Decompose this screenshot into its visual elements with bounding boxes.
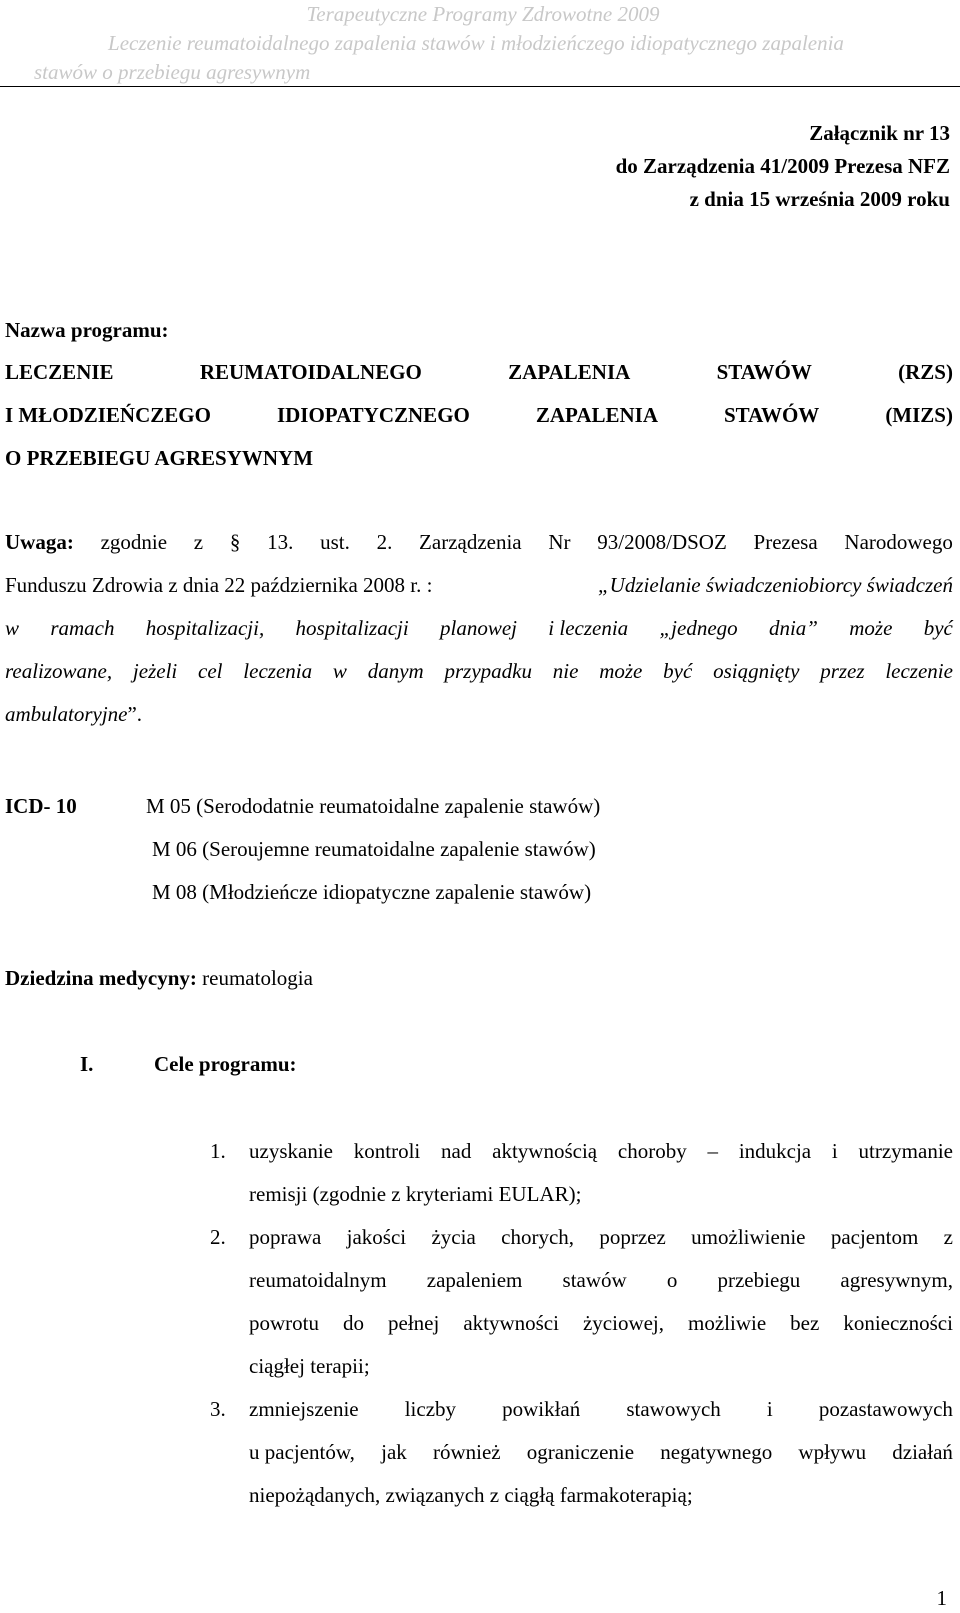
icd-label: ICD- 10	[5, 794, 77, 818]
word: hospitalizacji,	[145, 616, 265, 640]
word: kontroli	[353, 1139, 421, 1163]
word: leczenia	[243, 659, 313, 683]
word: w	[332, 659, 347, 683]
word: –	[707, 1139, 719, 1163]
word: leczenie	[885, 659, 953, 683]
word: choroby	[617, 1139, 687, 1163]
program-name-line	[5, 403, 953, 428]
word: zmniejszenie	[249, 1397, 359, 1421]
running-header-line: stawów o przebiegu agresywnym	[34, 60, 311, 84]
medical-field	[5, 966, 313, 991]
word: (MIZS)	[885, 403, 953, 427]
note-closing: ”.	[127, 702, 143, 726]
medical-field-value: reumatologia	[196, 966, 313, 990]
program-name-label: Nazwa programu:	[5, 318, 169, 342]
word: poprawa	[249, 1225, 322, 1249]
program-name-line: O PRZEBIEGU AGRESYWNYM	[5, 446, 314, 470]
word: przypadku	[444, 659, 532, 683]
note-line	[5, 659, 953, 684]
running-header-line: Leczenie reumatoidalnego zapalenia stawów i młodzieńczego idiopatycznego zapalenia	[108, 31, 844, 55]
word: i leczenia	[548, 616, 629, 640]
word: konieczności	[843, 1311, 953, 1335]
icd-code-item: M 05 (Serododatnie reumatoidalne zapalenie stawów)	[146, 794, 601, 818]
word: umożliwienie	[691, 1225, 806, 1249]
goal-line	[249, 1440, 953, 1465]
word: przebiegu	[717, 1268, 801, 1292]
word: ograniczenie	[526, 1440, 635, 1464]
word: pozastawowych	[818, 1397, 953, 1421]
word: planowej	[440, 616, 517, 640]
word: może	[849, 616, 893, 640]
note-quote-end: ambulatoryjne	[5, 702, 128, 726]
word: być	[923, 616, 953, 640]
word: (RZS)	[898, 360, 953, 384]
word: również	[432, 1440, 501, 1464]
section-sign: §	[229, 530, 241, 554]
word: nie	[552, 659, 579, 683]
note-text: Funduszu Zdrowia z dnia 22 października 2008 r. :	[5, 573, 438, 597]
goal-line: niepożądanych, związanych z ciągłą farmakoterapią;	[249, 1483, 693, 1507]
annex-line: do Zarządzenia 41/2009 Prezesa NFZ	[615, 154, 950, 178]
word: życia	[431, 1225, 476, 1249]
note-line	[5, 573, 953, 598]
word: w	[5, 616, 20, 640]
word: liczby	[404, 1397, 457, 1421]
word: indukcja	[738, 1139, 812, 1163]
word: zapaleniem	[426, 1268, 523, 1292]
word: ust.	[320, 530, 350, 554]
word: STAWÓW	[724, 403, 820, 427]
word: bez	[790, 1311, 820, 1335]
word: u pacjentów,	[249, 1440, 355, 1464]
word: Prezesa	[753, 530, 818, 554]
section-title: Cele programu:	[154, 1052, 297, 1076]
word: ZAPALENIA	[508, 360, 631, 384]
annex-line: Załącznik nr 13	[809, 121, 950, 145]
word: chorych,	[501, 1225, 575, 1249]
word: pełnej	[388, 1311, 440, 1335]
word: STAWÓW	[716, 360, 812, 384]
word: Zarządzenia	[419, 530, 522, 554]
word: być	[663, 659, 693, 683]
word: 93/2008/DSOZ	[597, 530, 727, 554]
word: LECZENIE	[5, 360, 114, 384]
note-line	[5, 530, 953, 555]
word: 2.	[376, 530, 393, 554]
section-number: I.	[80, 1052, 94, 1076]
medical-field-label: Dziedzina medycyny:	[5, 966, 197, 990]
word: IDIOPATYCZNEGO	[276, 403, 470, 427]
word: poprzez	[599, 1225, 666, 1249]
icd-code-item: M 08 (Młodzieńcze idiopatyczne zapalenie stawów)	[152, 880, 592, 904]
goal-line	[249, 1311, 953, 1336]
word: ZAPALENIA	[535, 403, 658, 427]
word: aktywnością	[492, 1139, 598, 1163]
goal-number: 1.	[210, 1139, 226, 1163]
word: stawowych	[626, 1397, 721, 1421]
word: uzyskanie	[249, 1139, 333, 1163]
program-name-line	[5, 360, 953, 385]
word: „jednego	[659, 616, 738, 640]
word: I MŁODZIEŃCZEGO	[5, 403, 211, 427]
word: ramach	[50, 616, 115, 640]
goal-line: ciągłej terapii;	[249, 1354, 370, 1378]
word: o	[666, 1268, 678, 1292]
word: REUMATOIDALNEGO	[199, 360, 422, 384]
word: realizowane,	[5, 659, 113, 683]
word: Narodowego	[844, 530, 953, 554]
note-line	[5, 702, 142, 727]
goal-line	[249, 1139, 953, 1164]
word: dnia”	[768, 616, 818, 640]
word: stawów	[562, 1268, 627, 1292]
word: jak	[381, 1440, 407, 1464]
word: przez	[820, 659, 865, 683]
goal-line: remisji (zgodnie z kryteriami EULAR);	[249, 1182, 582, 1206]
word: nad	[441, 1139, 472, 1163]
word: możliwie	[688, 1311, 767, 1335]
running-header	[0, 0, 960, 87]
word: działań	[892, 1440, 953, 1464]
word: utrzymanie	[858, 1139, 953, 1163]
word: z	[193, 530, 204, 554]
goal-line	[249, 1268, 953, 1293]
word: reumatoidalnym	[249, 1268, 387, 1292]
note-label: Uwaga:	[5, 530, 74, 554]
word: i	[831, 1139, 838, 1163]
word: Nr	[548, 530, 571, 554]
word: powikłań	[502, 1397, 581, 1421]
goal-number: 3.	[210, 1397, 226, 1421]
word: z	[943, 1225, 953, 1249]
running-header-line: Terapeutyczne Programy Zdrowotne 2009	[306, 2, 660, 26]
word: zgodnie	[100, 530, 168, 554]
word: pacjentom	[830, 1225, 919, 1249]
word: może	[599, 659, 643, 683]
header-divider	[0, 86, 960, 87]
word: 13.	[267, 530, 294, 554]
word: agresywnym,	[840, 1268, 953, 1292]
word: danym	[367, 659, 424, 683]
icd-code-item: M 06 (Seroujemne reumatoidalne zapalenie stawów)	[152, 837, 596, 861]
note-quote: „Udzielanie świadczeniobiorcy świadczeń	[597, 573, 953, 597]
word: życiowej,	[582, 1311, 665, 1335]
word: wpływu	[798, 1440, 867, 1464]
goal-number: 2.	[210, 1225, 226, 1249]
word: i	[766, 1397, 773, 1421]
word: osiągnięty	[713, 659, 800, 683]
note-line	[5, 616, 953, 641]
annex-line: z dnia 15 września 2009 roku	[689, 187, 950, 211]
word: cel	[198, 659, 223, 683]
page-number: 1	[936, 1586, 947, 1610]
word: hospitalizacji	[295, 616, 409, 640]
word: powrotu	[249, 1311, 319, 1335]
goal-line	[249, 1225, 953, 1250]
word: aktywności	[463, 1311, 559, 1335]
goal-line	[249, 1397, 953, 1422]
word: jakości	[346, 1225, 407, 1249]
word: negatywnego	[660, 1440, 773, 1464]
word: jeżeli	[132, 659, 178, 683]
annex-block	[616, 117, 950, 216]
word: do	[343, 1311, 364, 1335]
